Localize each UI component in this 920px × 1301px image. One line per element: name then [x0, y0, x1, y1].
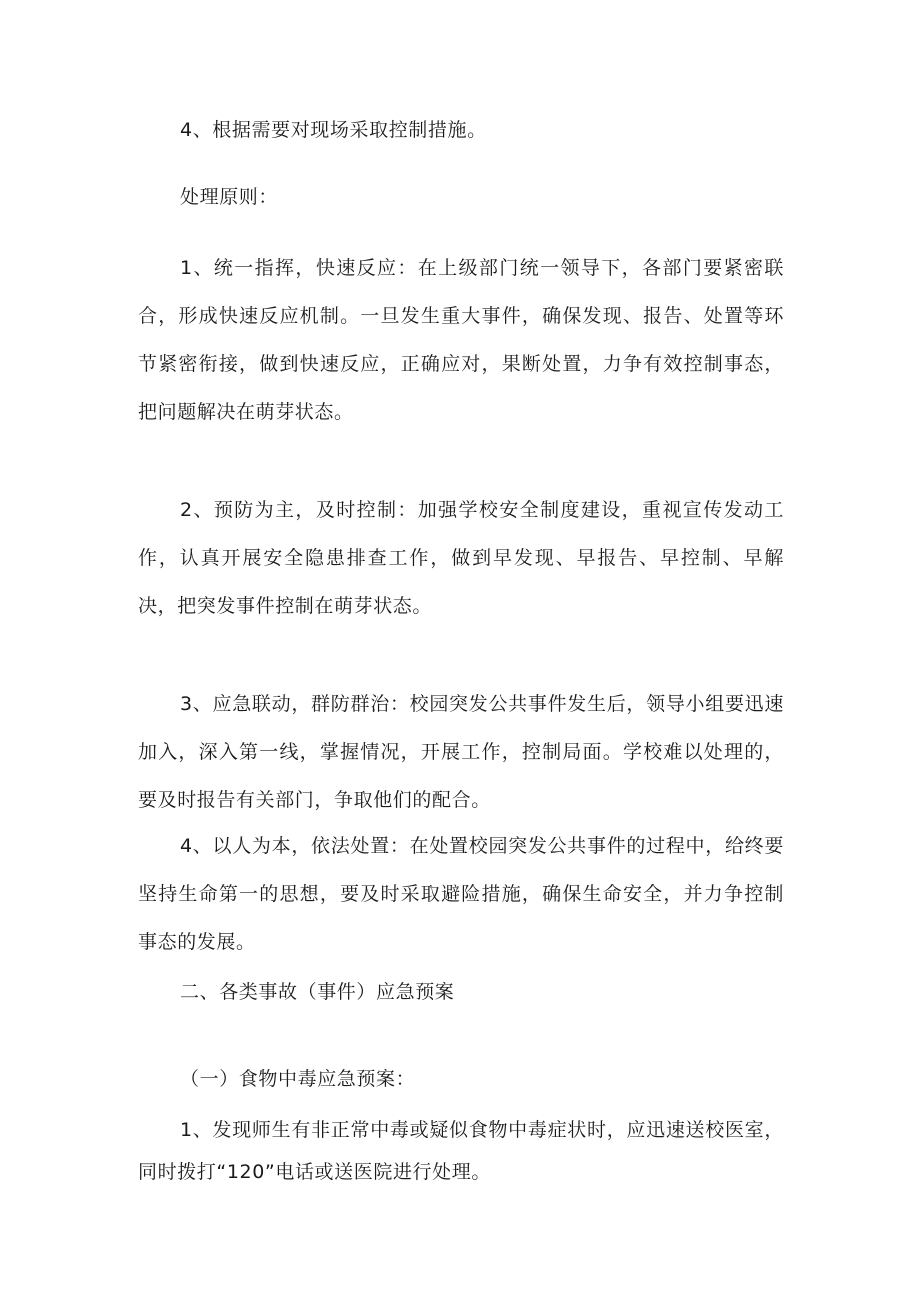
paragraph-prevention-first: 2、预防为主，及时控制：加强学校安全制度建设，重视宣传发动工作，认真开展安全隐患排查工作，做到早发现、早报告、早控制、早解决，把突发事件控制在萌芽状态。 — [138, 499, 784, 617]
subsection-heading-food-poisoning: （一）食物中毒应急预案： — [180, 1068, 416, 1090]
paragraph-emergency-linkage: 3、应急联动，群防群治：校园突发公共事件发生后，领导小组要迅速加入，深入第一线，掌握情况，开展工作，控制局面。学校难以处理的，要及时报告有关部门，争取他们的配合。 — [138, 693, 784, 811]
paragraph-unified-command: 1、统一指挥，快速反应：在上级部门统一领导下，各部门要紧密联合，形成快速反应机制。一旦发生重大事件，确保发现、报告、处置等环节紧密衔接，做到快速反应，正确应对，果断处置，力争有效控制事态，把问题解决在萌芽状态。 — [138, 257, 784, 423]
paragraph-principles-heading: 处理原则： — [180, 186, 279, 208]
section-heading-emergency-plans: 二、各类事故（事件）应急预案 — [180, 981, 455, 1003]
paragraph-food-poisoning-step-1: 1、发现师生有非正常中毒或疑似食物中毒症状时，应迅速送校医室，同时拨打“120”电话或送医院进行处理。 — [138, 1119, 784, 1183]
paragraph-control-measures: 4、根据需要对现场采取控制措施。 — [180, 119, 487, 141]
paragraph-people-oriented: 4、以人为本，依法处置：在处置校园突发公共事件的过程中，给终要坚持生命第一的思想，要及时采取避险措施，确保生命安全，并力争控制事态的发展。 — [138, 835, 784, 953]
